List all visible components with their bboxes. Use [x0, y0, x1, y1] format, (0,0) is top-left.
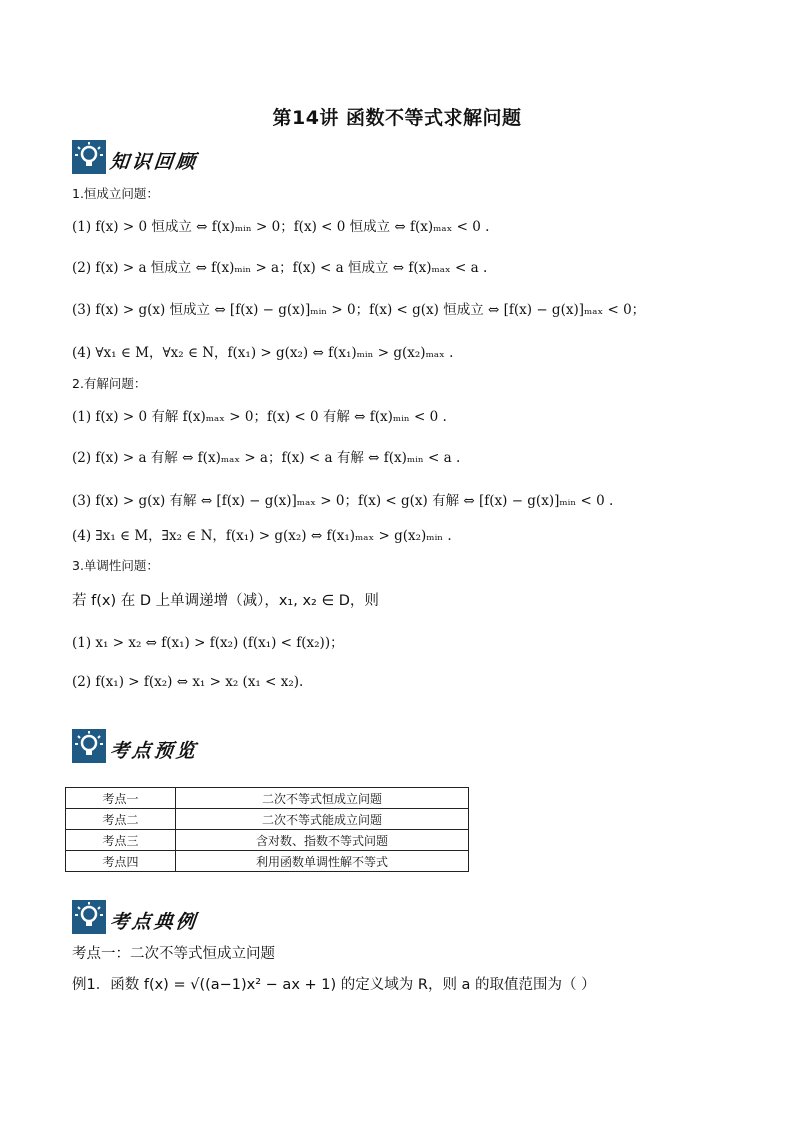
formula-line: (4) ∃x₁ ∈ M，∃x₂ ∈ N，f(x₁) > g(x₂) ⇔ f(x₁)ₘₐₓ > g(x₂)ₘᵢₙ .	[72, 528, 452, 544]
text-line: 若 f(x) 在 D 上单调递增（减），x₁, x₂ ∈ D，则	[72, 593, 379, 609]
section-header-review	[72, 137, 198, 177]
lightbulb-icon	[72, 729, 106, 763]
lightbulb-icon	[72, 140, 106, 174]
section-title: 考点预览	[108, 739, 200, 762]
formula-line: (2) f(x₁) > f(x₂) ⇔ x₁ > x₂ (x₁ < x₂).	[72, 674, 304, 690]
formula-line: (2) f(x) > a 有解 ⇔ f(x)ₘₐₓ > a；f(x) < a 有解 ⇔ f(x)ₘᵢₙ < a .	[72, 450, 461, 466]
table-row	[66, 809, 469, 830]
heading-has-solution: 2.有解问题：	[72, 376, 147, 391]
formula-line: (1) f(x) > 0 有解 f(x)ₘₐₓ > 0；f(x) < 0 有解 ⇔ f(x)ₘᵢₙ < 0 .	[72, 409, 447, 425]
topics-table	[65, 787, 469, 872]
section-header-preview	[72, 726, 198, 766]
topic-heading: 考点一：二次不等式恒成立问题	[72, 946, 275, 962]
section-header-examples	[72, 897, 198, 937]
formula-line: (3) f(x) > g(x) 有解 ⇔ [f(x) − g(x)]ₘₐₓ > 0；f(x) < g(x) 有解 ⇔ [f(x) − g(x)]ₘᵢₙ < 0 .	[72, 493, 614, 509]
lightbulb-icon	[72, 900, 106, 934]
example-1: 例1．函数 f(x) = √((a−1)x² − ax + 1) 的定义域为 R，则 a 的取值范围为（ ）	[72, 977, 596, 993]
formula-line: (4) ∀x₁ ∈ M，∀x₂ ∈ N，f(x₁) > g(x₂) ⇔ f(x₁)ₘᵢₙ > g(x₂)ₘₐₓ .	[72, 345, 454, 361]
section-title: 考点典例	[108, 910, 200, 933]
table-row	[66, 851, 469, 872]
formula-line: (1) x₁ > x₂ ⇔ f(x₁) > f(x₂) (f(x₁) < f(x₂))；	[72, 635, 344, 651]
heading-monotonic: 3.单调性问题：	[72, 558, 159, 573]
section-title: 知识回顾	[108, 150, 200, 173]
page-title: 第14讲 函数不等式求解问题	[272, 107, 522, 129]
formula-line: (3) f(x) > g(x) 恒成立 ⇔ [f(x) − g(x)]ₘᵢₙ > 0；f(x) < g(x) 恒成立 ⇔ [f(x) − g(x)]ₘₐₓ < 0；	[72, 302, 646, 318]
table-cell: 考点三	[66, 830, 176, 851]
table-cell: 含对数、指数不等式问题	[176, 830, 469, 851]
table-cell: 考点二	[66, 809, 176, 830]
table-cell: 二次不等式恒成立问题	[176, 788, 469, 809]
table-row	[66, 830, 469, 851]
heading-always-true: 1.恒成立问题：	[72, 186, 159, 201]
table-cell: 考点四	[66, 851, 176, 872]
table-cell: 考点一	[66, 788, 176, 809]
formula-line: (2) f(x) > a 恒成立 ⇔ f(x)ₘᵢₙ > a；f(x) < a 恒成立 ⇔ f(x)ₘₐₓ < a .	[72, 260, 488, 276]
formula-line: (1) f(x) > 0 恒成立 ⇔ f(x)ₘᵢₙ > 0；f(x) < 0 恒成立 ⇔ f(x)ₘₐₓ < 0 .	[72, 219, 490, 235]
table-cell: 利用函数单调性解不等式	[176, 851, 469, 872]
table-row	[66, 788, 469, 809]
table-cell: 二次不等式能成立问题	[176, 809, 469, 830]
